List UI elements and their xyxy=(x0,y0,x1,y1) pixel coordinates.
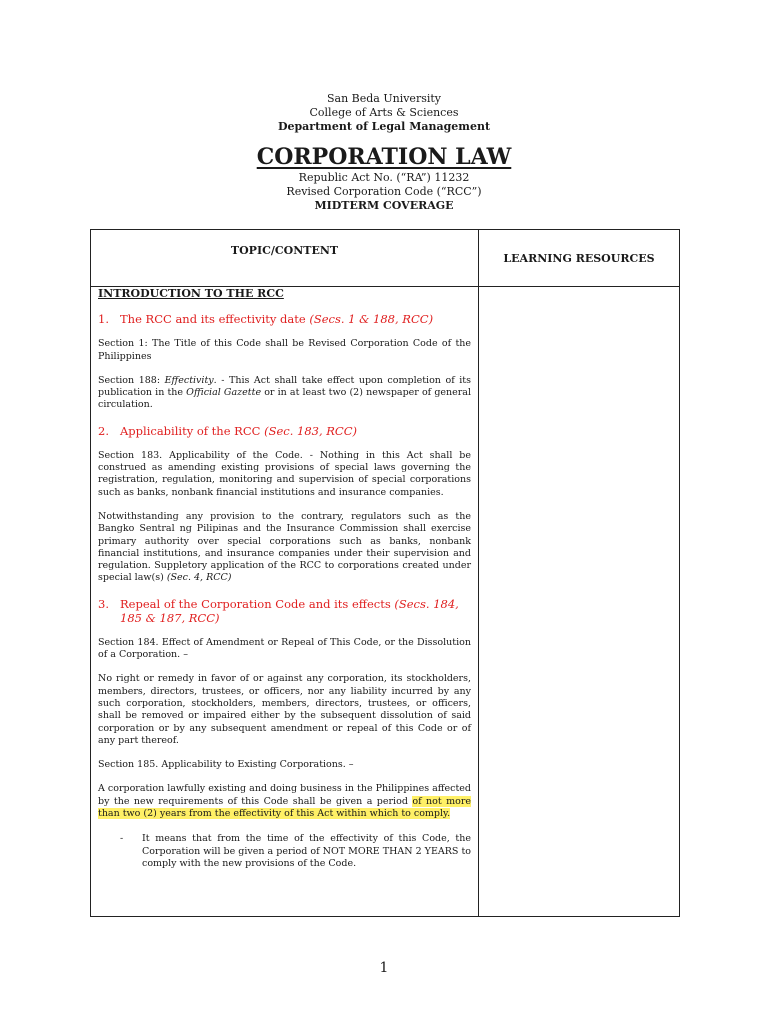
section-183-text: Section 183. Applicability of the Code. - Nothing in this Act shall be construed as amending existing provisions of special laws governing the registration, regulation, monitoring and supervision of special corporations such as banks, nonbank financial institutions and insurance companies. xyxy=(98,449,471,498)
document-title: CORPORATION LAW xyxy=(256,144,512,170)
notwithstanding-text: Notwithstanding any provision to the contrary, regulators such as the Bangko Sentral ng Pilipinas and the Insurance Commission shall exercise primary authority over special corporations such as banks, nonbank financial institutions, and insurance companies under their supervision and regulation. Suppletory application of the RCC to corporations created under special law(s) (Sec. 4, RCC) xyxy=(98,510,471,584)
act-number: Republic Act No. (“RA”) 11232 xyxy=(298,171,470,184)
section-188-text: Section 188: Effectivity. - This Act shall take effect upon completion of its publication in the Official Gazette or in at least two (2) newspaper of general circulation. xyxy=(98,374,472,411)
section-1-text: Section 1: The Title of this Code shall be Revised Corporation Code of the Philippines xyxy=(98,338,471,362)
bullet-item: - It means that from the time of the effectivity of this Code, the Corporation will be given a period of NOT MORE THAN 2 YEARS to comply with the new provisions of the Code. xyxy=(120,833,471,869)
college-name: College of Arts & Sciences xyxy=(309,106,459,119)
resources-column-header: LEARNING RESOURCES xyxy=(479,230,680,287)
department-name: Department of Legal Management xyxy=(277,120,491,133)
topic-heading-1: 1. The RCC and its effectivity date (Secs. 1 & 188, RCC) xyxy=(98,312,434,327)
code-name: Revised Corporation Code (“RCC”) xyxy=(286,185,482,198)
topic-heading-2: 2. Applicability of the RCC (Sec. 183, RCC) xyxy=(98,423,358,438)
coverage-label: MIDTERM COVERAGE xyxy=(314,199,454,212)
no-right-text: No right or remedy in favor of or against any corporation, its stockholders, members, directors, trustees, or officers, nor any liability incurred by any such corporation, stockholders, members, directors, trustees, or officers, shall be removed or impaired either by the subsequent dissolution of said corporation or by any subsequent amendment or repeal of this Code or of any part thereof. xyxy=(98,673,471,746)
section-intro-heading: INTRODUCTION TO THE RCC xyxy=(98,287,284,300)
topic-heading-3: 3. Repeal of the Corporation Code and its effects (Secs. 184, 185 & 187, RCC) xyxy=(98,596,459,625)
table-row xyxy=(91,287,680,917)
coverage-table xyxy=(90,229,680,917)
topic-content-cell xyxy=(91,287,479,917)
university-name: San Beda University xyxy=(326,92,442,105)
learning-resources-cell xyxy=(479,287,680,917)
section-185-text: Section 185. Applicability to Existing Corporations. – xyxy=(98,759,354,771)
page-number: 1 xyxy=(379,960,389,976)
section-184-text: Section 184. Effect of Amendment or Repeal of This Code, or the Dissolution of a Corporation. – xyxy=(98,636,471,661)
highlighted-text: of not more than two (2) years from the effectivity of this Act within which to comply. xyxy=(98,795,472,820)
existing-corporation-text: A corporation lawfully existing and doing business in the Philippines affected by the new requirements of this Code shall be given a period of not more than two (2) years from the effectivity of this Act within which to comply. xyxy=(98,783,472,820)
document-header xyxy=(0,92,768,213)
table-header-row xyxy=(91,230,680,287)
topic-column-header: TOPIC/CONTENT xyxy=(91,230,479,287)
